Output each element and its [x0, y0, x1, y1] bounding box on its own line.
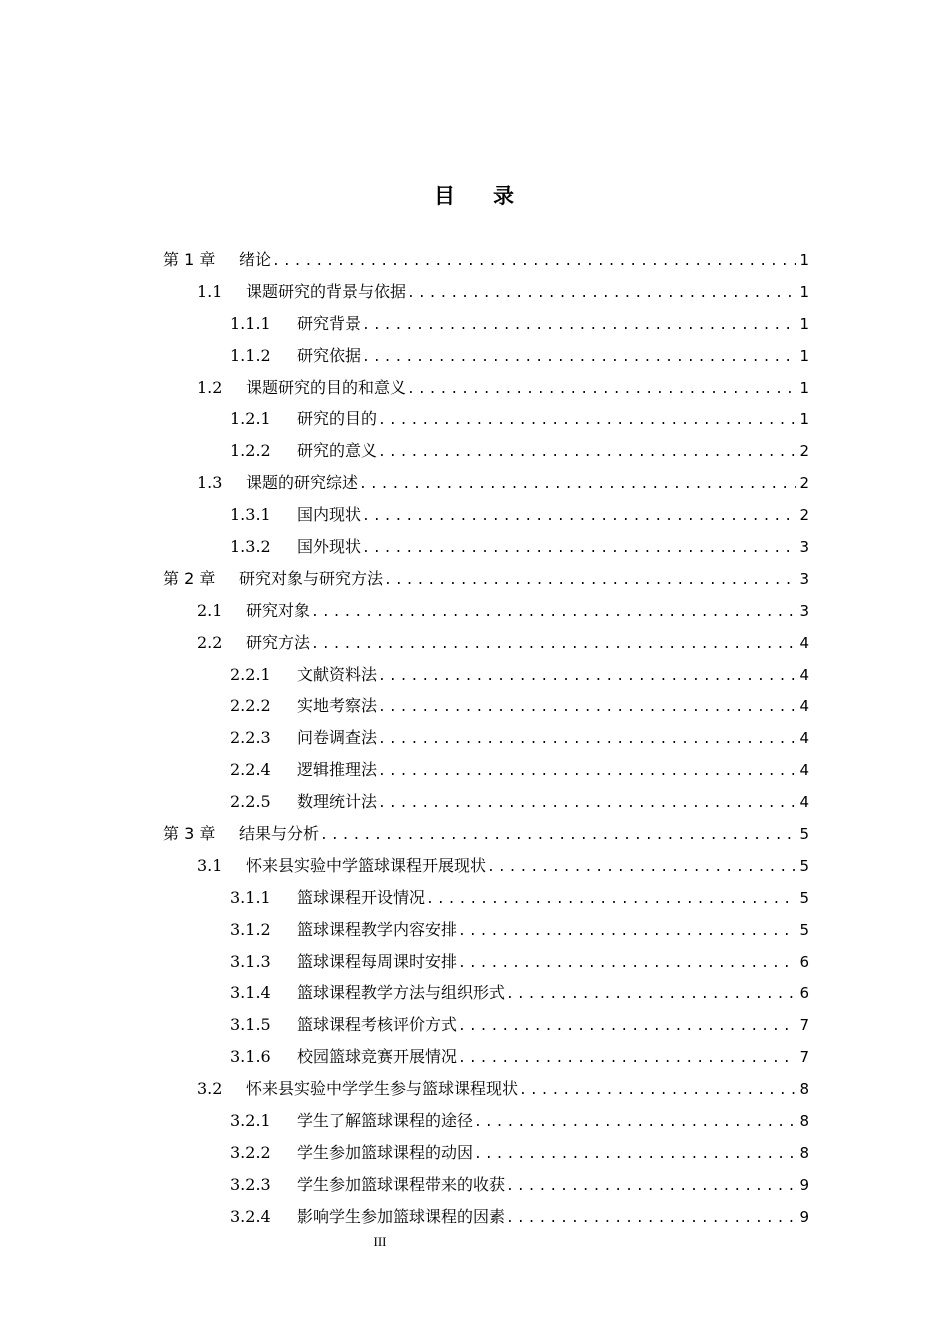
toc-entry-title: 校园篮球竞赛开展情况	[297, 1047, 458, 1067]
toc-dot-leader	[458, 916, 796, 948]
toc-entry-title: 研究方法	[246, 632, 311, 652]
toc-dot-leader	[272, 246, 796, 278]
toc-entry-title: 篮球课程开设情况	[297, 887, 426, 907]
toc-dot-leader	[378, 692, 796, 724]
toc-entry-page: 3	[799, 538, 809, 557]
toc-entry-page: 8	[799, 1080, 809, 1099]
toc-entry-number: 3.2.2	[230, 1142, 271, 1162]
toc-entry-number: 3.1.4	[230, 983, 271, 1003]
toc-entry[interactable]	[163, 563, 809, 595]
toc-entry-title: 研究依据	[297, 345, 362, 365]
toc-dot-leader	[407, 278, 796, 310]
toc-entry-page: 6	[799, 984, 809, 1003]
toc-dot-leader	[362, 342, 796, 374]
toc-dot-leader	[362, 533, 796, 565]
toc-entry-number: 2.2.1	[230, 664, 271, 684]
toc-dot-leader	[362, 310, 796, 342]
toc-entry-page: 1	[799, 410, 809, 429]
toc-entry-number: 1.2.1	[230, 409, 271, 429]
toc-entry-number: 2.1	[197, 600, 223, 620]
toc-entry-title: 影响学生参加篮球课程的因素	[297, 1206, 506, 1226]
toc-dot-leader	[458, 948, 796, 980]
toc-entry-page: 3	[799, 601, 809, 620]
toc-entry-title: 学生了解篮球课程的途径	[297, 1111, 474, 1131]
toc-entry[interactable]	[163, 722, 809, 754]
toc-entry[interactable]	[163, 244, 809, 276]
toc-entry-title: 结果与分析	[239, 824, 320, 844]
toc-entry-title: 研究的目的	[297, 409, 378, 429]
toc-entry[interactable]	[163, 818, 809, 850]
toc-dot-leader	[458, 1011, 796, 1043]
toc-entry-number: 1.3.2	[230, 537, 271, 557]
toc-entry-page: 5	[799, 856, 809, 875]
toc-entry[interactable]	[163, 467, 809, 499]
toc-entry-title: 研究背景	[297, 313, 362, 333]
toc-entry-title: 学生参加篮球课程的动因	[297, 1142, 474, 1162]
toc-entry-number: 1.2	[197, 377, 223, 397]
toc-dot-leader	[458, 1043, 796, 1075]
toc-entry-title: 逻辑推理法	[297, 760, 378, 780]
toc-dot-leader	[474, 1139, 796, 1171]
toc-entry[interactable]	[163, 627, 809, 659]
toc-entry-number: 第 3 章	[163, 824, 216, 844]
toc-entry-title: 课题研究的背景与依据	[246, 281, 407, 301]
toc-entry-page: 4	[799, 729, 809, 748]
toc-entry-page: 1	[799, 346, 809, 365]
toc-entry-title: 数理统计法	[297, 792, 378, 812]
toc-entry-page: 7	[799, 1048, 809, 1067]
toc-entry-page: 1	[799, 314, 809, 333]
toc-entry-title: 篮球课程考核评价方式	[297, 1015, 458, 1035]
toc-entry-title: 课题研究的目的和意义	[246, 377, 407, 397]
toc-entry-page: 4	[799, 793, 809, 812]
toc-dot-leader	[506, 1171, 796, 1203]
toc-entry-title: 国外现状	[297, 537, 362, 557]
toc-entry-page: 1	[799, 282, 809, 301]
toc-entry-title: 怀来县实验中学学生参与篮球课程现状	[246, 1079, 519, 1099]
toc-entry[interactable]	[163, 977, 809, 1009]
toc-entry[interactable]	[163, 946, 809, 978]
toc-entry-page: 9	[799, 1207, 809, 1226]
toc-entry[interactable]	[163, 308, 809, 340]
toc-entry-number: 1.2.2	[230, 441, 271, 461]
toc-entry-page: 4	[799, 761, 809, 780]
toc-entry-page: 1	[799, 378, 809, 397]
toc-entry-number: 3.1.3	[230, 951, 271, 971]
toc-entry[interactable]	[163, 403, 809, 435]
toc-entry-number: 3.1.2	[230, 919, 271, 939]
toc-entry-number: 2.2.5	[230, 792, 271, 812]
toc-entry-title: 问卷调查法	[297, 728, 378, 748]
toc-entry-title: 研究对象与研究方法	[239, 568, 384, 588]
toc-entry-title: 篮球课程教学内容安排	[297, 919, 458, 939]
toc-entry-page: 1	[799, 251, 809, 269]
toc-entry-page: 5	[799, 888, 809, 907]
toc-dot-leader	[362, 501, 796, 533]
toc-entry[interactable]	[163, 276, 809, 308]
toc-entry-page: 4	[799, 633, 809, 652]
toc-entry-page: 5	[799, 920, 809, 939]
toc-entry[interactable]	[163, 1201, 809, 1233]
toc-entry-number: 3.1.6	[230, 1047, 271, 1067]
toc-entry[interactable]	[163, 786, 809, 818]
toc-dot-leader	[378, 756, 796, 788]
toc-dot-leader	[378, 724, 796, 756]
toc-entry-title: 实地考察法	[297, 696, 378, 716]
toc-entry-number: 1.1.2	[230, 345, 271, 365]
toc-entry[interactable]	[163, 1169, 809, 1201]
toc-entry[interactable]	[163, 1137, 809, 1169]
toc-entry[interactable]	[163, 882, 809, 914]
toc-entry[interactable]	[163, 690, 809, 722]
toc-dot-leader	[320, 820, 796, 852]
toc-dot-leader	[407, 374, 796, 406]
toc-entry-page: 6	[799, 952, 809, 971]
toc-entry[interactable]	[163, 1009, 809, 1041]
toc-dot-leader	[426, 884, 796, 916]
toc-entry[interactable]	[163, 659, 809, 691]
toc-entry-page: 9	[799, 1175, 809, 1194]
toc-entry[interactable]	[163, 914, 809, 946]
toc-entry[interactable]	[163, 340, 809, 372]
toc-entry[interactable]	[163, 754, 809, 786]
footer-page-number: III	[373, 1234, 387, 1249]
toc-entry-number: 2.2.3	[230, 728, 271, 748]
toc-entry[interactable]	[163, 1073, 809, 1105]
toc-entry-page: 5	[799, 825, 809, 844]
toc-entry[interactable]	[163, 499, 809, 531]
toc-entry-title: 国内现状	[297, 505, 362, 525]
toc-dot-leader	[519, 1075, 796, 1107]
toc-dot-leader	[378, 405, 796, 437]
toc-entry-number: 3.2.3	[230, 1174, 271, 1194]
toc-entry-number: 1.1.1	[230, 313, 271, 333]
toc-entry-title: 文献资料法	[297, 664, 378, 684]
table-of-contents	[163, 244, 809, 1233]
toc-dot-leader	[359, 469, 796, 501]
toc-entry-number: 2.2	[197, 632, 223, 652]
toc-entry-page: 8	[799, 1112, 809, 1131]
toc-entry-number: 3.1.5	[230, 1015, 271, 1035]
toc-entry-number: 3.2	[197, 1079, 223, 1099]
toc-dot-leader	[506, 979, 796, 1011]
title-char-2: 录	[493, 184, 516, 208]
toc-dot-leader	[378, 661, 796, 693]
toc-entry-page: 2	[799, 442, 809, 461]
toc-entry[interactable]	[163, 850, 809, 882]
toc-entry-number: 3.2.1	[230, 1111, 271, 1131]
toc-entry[interactable]	[163, 1041, 809, 1073]
toc-entry-page: 2	[799, 474, 809, 493]
toc-entry-number: 2.2.2	[230, 696, 271, 716]
toc-entry-number: 3.1.1	[230, 887, 271, 907]
toc-entry-number: 3.2.4	[230, 1206, 271, 1226]
toc-entry-title: 绪论	[239, 250, 272, 269]
toc-entry-number: 第 2 章	[163, 568, 216, 588]
toc-entry-title: 课题的研究综述	[246, 473, 359, 493]
page-title	[0, 180, 950, 210]
toc-entry-page: 4	[799, 697, 809, 716]
toc-entry-number: 2.2.4	[230, 760, 271, 780]
toc-dot-leader	[487, 852, 796, 884]
toc-entry-page: 8	[799, 1143, 809, 1162]
toc-entry-number: 1.3	[197, 473, 223, 493]
toc-dot-leader	[378, 437, 796, 469]
toc-entry-page: 7	[799, 1016, 809, 1035]
toc-entry-number: 第 1 章	[163, 250, 216, 269]
toc-entry-title: 篮球课程每周课时安排	[297, 951, 458, 971]
toc-dot-leader	[506, 1203, 796, 1235]
toc-dot-leader	[474, 1107, 796, 1139]
toc-entry-title: 学生参加篮球课程带来的收获	[297, 1174, 506, 1194]
toc-entry-title: 研究的意义	[297, 441, 378, 461]
toc-entry[interactable]	[163, 531, 809, 563]
toc-entry[interactable]	[163, 372, 809, 404]
toc-entry-number: 1.1	[197, 281, 223, 301]
toc-entry-page: 4	[799, 665, 809, 684]
toc-entry-page: 2	[799, 506, 809, 525]
toc-entry-page: 3	[799, 569, 809, 588]
toc-entry[interactable]	[163, 435, 809, 467]
toc-entry-title: 怀来县实验中学篮球课程开展现状	[246, 855, 487, 875]
toc-entry-title: 篮球课程教学方法与组织形式	[297, 983, 506, 1003]
toc-dot-leader	[311, 629, 796, 661]
toc-entry[interactable]	[163, 1105, 809, 1137]
toc-dot-leader	[311, 597, 796, 629]
toc-dot-leader	[384, 565, 796, 597]
toc-entry-title: 研究对象	[246, 600, 311, 620]
toc-entry[interactable]	[163, 595, 809, 627]
toc-dot-leader	[378, 788, 796, 820]
toc-entry-number: 1.3.1	[230, 505, 271, 525]
toc-entry-number: 3.1	[197, 855, 223, 875]
title-char-1: 目	[434, 184, 457, 208]
